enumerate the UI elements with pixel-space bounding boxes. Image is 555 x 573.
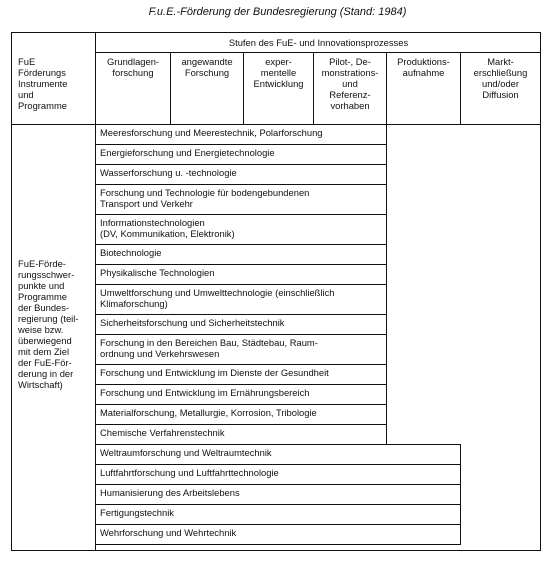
left-header-line: Förderungs <box>18 67 66 78</box>
stage-label-line: Entwicklung <box>253 78 304 89</box>
stage-label-line: Referenz- <box>329 89 371 100</box>
left-body-line: weise bzw. <box>18 324 64 335</box>
program-label: Fertigungstechnik <box>100 507 174 518</box>
left-body-line: der FuE-För- <box>18 357 72 368</box>
stage-label-line: und/oder <box>481 78 519 89</box>
stage-label <box>314 56 386 111</box>
program-label: Transport und Verkehr <box>100 198 193 209</box>
stage-label-line: angewandte <box>181 56 233 67</box>
program-row <box>95 144 387 165</box>
left-body-line: der Bundes- <box>18 302 70 313</box>
program-row <box>95 264 387 285</box>
program-row <box>95 214 387 245</box>
document-title: F.u.E.-Förderung der Bundesregierung (Stand: 1984) <box>148 6 407 18</box>
stage-label-line: Grundlagen- <box>106 56 160 67</box>
program-label: Luftfahrtforschung und Luftfahrttechnologie <box>100 467 279 478</box>
stage-label-line: Pilot-, De- <box>329 56 371 67</box>
left-body-line: derung in der <box>18 368 74 379</box>
program-row <box>95 384 387 405</box>
stage-label-line: exper- <box>265 56 292 67</box>
stage-label-line: Markt- <box>487 56 514 67</box>
program-label: Wasserforschung u. -technologie <box>100 167 237 178</box>
program-row <box>95 524 461 545</box>
stage-label-line: Forschung <box>184 67 230 78</box>
program-label: Biotechnologie <box>100 247 162 258</box>
program-row <box>95 424 387 445</box>
program-row <box>95 504 461 525</box>
left-header <box>18 56 94 111</box>
program-row <box>95 164 387 185</box>
stage-label-line: mentelle <box>260 67 297 78</box>
left-body-line: FuE-Förde- <box>18 258 66 269</box>
program-row <box>95 464 461 485</box>
program-label: Energieforschung und Energietechnologie <box>100 147 275 158</box>
program-row <box>95 484 461 505</box>
program-row <box>95 124 387 145</box>
program-row <box>95 284 387 315</box>
program-label: Klimaforschung) <box>100 298 168 309</box>
program-row <box>95 364 387 385</box>
program-row <box>95 184 387 215</box>
program-label: Meeresforschung und Meerestechnik, Polarforschung <box>100 127 323 138</box>
program-label: Umweltforschung und Umwelttechnologie (einschließlich <box>100 287 335 298</box>
left-header-line: Instrumente <box>18 78 68 89</box>
program-row <box>95 404 387 425</box>
stage-label-line: aufnahme <box>402 67 445 78</box>
program-label: Materialforschung, Metallurgie, Korrosion, Tribologie <box>100 407 317 418</box>
program-label: Forschung und Entwicklung im Ernährungsbereich <box>100 387 310 398</box>
program-row <box>95 334 387 365</box>
left-body-line: überwiegend <box>18 335 72 346</box>
program-label: Forschung und Technologie für bodengebundenen <box>100 187 310 198</box>
stage-label <box>387 56 460 78</box>
stage-label <box>244 56 313 89</box>
left-header-line: Programme <box>18 100 67 111</box>
stage-header-divider <box>95 52 541 53</box>
left-body-line: mit dem Ziel <box>18 346 70 357</box>
stage-label <box>96 56 170 78</box>
stage-label-line: erschließung <box>473 67 528 78</box>
program-label: Informationstechnologien <box>100 217 205 228</box>
stage-header: Stufen des FuE- und Innovationsprozesses <box>228 37 409 48</box>
stage-label <box>171 56 243 78</box>
program-label: Forschung und Entwicklung im Dienste der Gesundheit <box>100 367 329 378</box>
left-body-line: Wirtschaft) <box>18 379 63 390</box>
left-body-line: regierung (teil- <box>18 313 79 324</box>
program-label: Physikalische Technologien <box>100 267 215 278</box>
stage-label <box>461 56 540 100</box>
stage-label-line: monstrations- <box>321 67 379 78</box>
left-body-line: rungsschwer- <box>18 269 75 280</box>
program-label: (DV, Kommunikation, Elektronik) <box>100 228 235 239</box>
stage-label-line: vorhaben <box>330 100 370 111</box>
program-label: Wehrforschung und Wehrtechnik <box>100 527 237 538</box>
left-body-line: Programme <box>18 291 67 302</box>
stage-label-line: Diffusion <box>482 89 519 100</box>
program-row <box>95 244 387 265</box>
left-header-line: und <box>18 89 34 100</box>
program-label: Humanisierung des Arbeitslebens <box>100 487 240 498</box>
stage-label-line: forschung <box>112 67 154 78</box>
left-body <box>18 258 94 390</box>
left-header-line: FuE <box>18 56 36 67</box>
program-label: Weltraumforschung und Weltraumtechnik <box>100 447 272 458</box>
program-label: Chemische Verfahrenstechnik <box>100 427 225 438</box>
program-label: Sicherheitsforschung und Sicherheitstechnik <box>100 317 285 328</box>
program-row <box>95 444 461 465</box>
program-label: ordnung und Verkehrswesen <box>100 348 220 359</box>
stage-label-line: Produktions- <box>397 56 450 67</box>
program-row <box>95 314 387 335</box>
stage-label-line: und <box>342 78 358 89</box>
left-body-line: punkte und <box>18 280 65 291</box>
program-label: Forschung in den Bereichen Bau, Städtebau, Raum- <box>100 337 318 348</box>
